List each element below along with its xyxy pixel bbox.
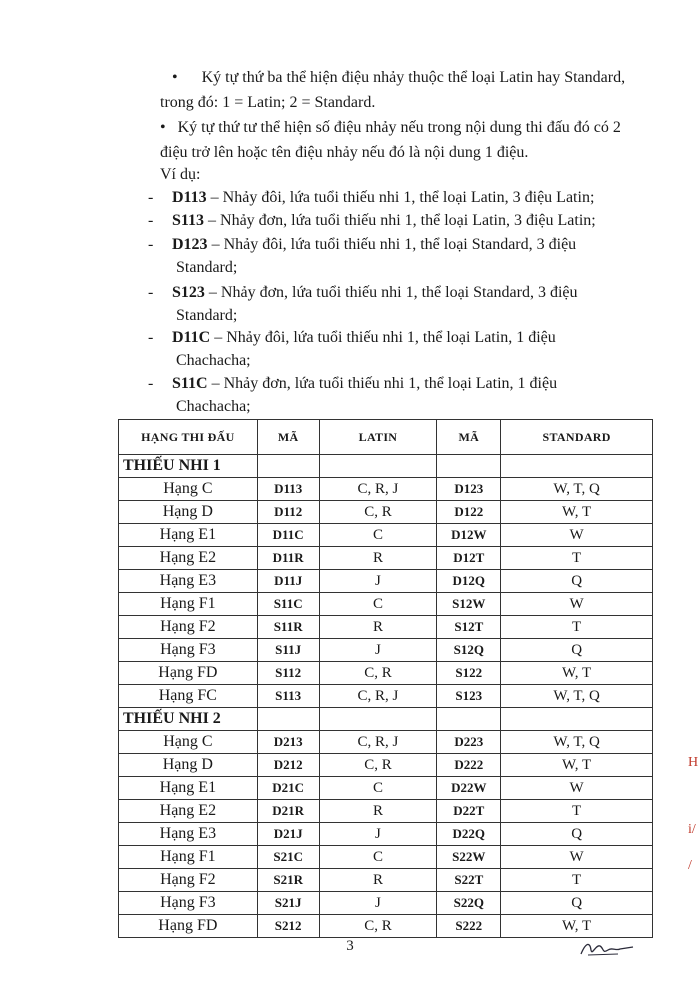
section-title: THIẾU NHI 2 (119, 708, 258, 731)
standard-code-cell: D122 (437, 501, 501, 524)
example-item (148, 372, 658, 418)
table-row (119, 800, 653, 823)
latin-dances-cell: C, R, J (319, 731, 437, 754)
standard-code-cell: D223 (437, 731, 501, 754)
latin-dances-cell: C, R (319, 754, 437, 777)
latin-dances-cell: R (319, 616, 437, 639)
example-text: – Nhảy đôi, lứa tuổi thiếu nhi 1, thể loại Latin, 3 điệu Latin; (206, 189, 595, 206)
rank-cell: Hạng F2 (119, 616, 258, 639)
standard-dances-cell: T (501, 800, 653, 823)
standard-code-cell: D12Q (437, 570, 501, 593)
standard-dances-cell: T (501, 869, 653, 892)
example-continuation: Chachacha; (176, 398, 251, 415)
example-text: – Nhảy đơn, lứa tuổi thiếu nhi 1, thể loại Latin, 3 điệu Latin; (204, 212, 596, 229)
latin-code-cell: S112 (257, 662, 319, 685)
dash-icon: - (148, 284, 154, 301)
latin-dances-cell: C (319, 593, 437, 616)
latin-code-cell: S113 (257, 685, 319, 708)
standard-code-cell: S12Q (437, 639, 501, 662)
standard-code-cell: S22Q (437, 892, 501, 915)
standard-dances-cell: W, T (501, 662, 653, 685)
standard-code-cell: S222 (437, 915, 501, 938)
header-code-standard: MÃ (437, 420, 501, 455)
standard-dances-cell: W, T (501, 754, 653, 777)
dash-icon: - (148, 375, 154, 392)
example-item (148, 281, 658, 327)
table-body (119, 455, 653, 938)
latin-dances-cell: C (319, 524, 437, 547)
standard-code-cell: S12W (437, 593, 501, 616)
header-rank: HẠNG THI ĐẤU (119, 420, 258, 455)
dash-icon: - (148, 189, 154, 206)
bullet-icon: • (160, 119, 166, 136)
standard-code-cell: D22T (437, 800, 501, 823)
latin-code-cell: S11C (257, 593, 319, 616)
standard-dances-cell: T (501, 547, 653, 570)
intro-line-5: Ví dụ: (160, 166, 201, 183)
standard-code-cell: S22W (437, 846, 501, 869)
table-row (119, 846, 653, 869)
latin-code-cell: S11J (257, 639, 319, 662)
rank-cell: Hạng E3 (119, 823, 258, 846)
bullet-icon: • (172, 69, 178, 86)
example-continuation: Standard; (176, 307, 238, 324)
rank-cell: Hạng FD (119, 662, 258, 685)
rank-cell: Hạng E2 (119, 800, 258, 823)
rank-cell: Hạng F3 (119, 639, 258, 662)
table-row (119, 685, 653, 708)
latin-code-cell: D212 (257, 754, 319, 777)
rank-cell: Hạng F1 (119, 593, 258, 616)
empty-cell (437, 455, 501, 478)
signature-image (578, 938, 636, 965)
example-text: – Nhảy đơn, lứa tuổi thiếu nhi 1, thể loại Standard, 3 điệu (204, 284, 578, 301)
standard-dances-cell: T (501, 616, 653, 639)
intro-text-3: Ký tự thứ tư thể hiện số điệu nhảy nếu trong nội dung thi đấu đó có 2 (177, 119, 621, 136)
rank-cell: Hạng D (119, 754, 258, 777)
latin-dances-cell: R (319, 869, 437, 892)
standard-code-cell: D22Q (437, 823, 501, 846)
standard-dances-cell: W, T, Q (501, 731, 653, 754)
table-row (119, 915, 653, 938)
grades-table (118, 419, 653, 938)
standard-dances-cell: Q (501, 570, 653, 593)
latin-dances-cell: C (319, 777, 437, 800)
example-code: S113 (172, 212, 205, 229)
latin-code-cell: D112 (257, 501, 319, 524)
dash-icon: - (148, 236, 154, 253)
rank-cell: Hạng C (119, 478, 258, 501)
latin-dances-cell: J (319, 570, 437, 593)
standard-dances-cell: Q (501, 639, 653, 662)
latin-code-cell: D21C (257, 777, 319, 800)
latin-code-cell: S21R (257, 869, 319, 892)
table-row (119, 754, 653, 777)
table-header-row (119, 420, 653, 455)
empty-cell (437, 708, 501, 731)
table-row (119, 892, 653, 915)
latin-dances-cell: C (319, 846, 437, 869)
edge-mark: i/ (688, 822, 696, 837)
rank-cell: Hạng FD (119, 915, 258, 938)
empty-cell (257, 455, 319, 478)
rank-cell: Hạng E1 (119, 524, 258, 547)
intro-line-3 (160, 118, 621, 138)
standard-code-cell: D22W (437, 777, 501, 800)
rank-cell: Hạng C (119, 731, 258, 754)
standard-code-cell: D12T (437, 547, 501, 570)
example-code: D123 (172, 236, 208, 253)
latin-code-cell: S11R (257, 616, 319, 639)
empty-cell (501, 455, 653, 478)
table-row (119, 524, 653, 547)
empty-cell (501, 708, 653, 731)
table-row (119, 662, 653, 685)
latin-code-cell: S212 (257, 915, 319, 938)
latin-dances-cell: C, R, J (319, 478, 437, 501)
page-number: 3 (346, 938, 354, 954)
example-text: – Nhảy đơn, lứa tuổi thiếu nhi 1, thể loại Latin, 1 điệu (207, 375, 558, 392)
empty-cell (319, 455, 437, 478)
table-row (119, 823, 653, 846)
standard-code-cell: S122 (437, 662, 501, 685)
section-title: THIẾU NHI 1 (119, 455, 258, 478)
standard-code-cell: S22T (437, 869, 501, 892)
standard-dances-cell: W, T (501, 915, 653, 938)
latin-dances-cell: C, R (319, 501, 437, 524)
intro-text-1: Ký tự thứ ba thể hiện điệu nhảy thuộc thể loại Latin hay Standard, (201, 69, 626, 86)
rank-cell: Hạng E3 (119, 570, 258, 593)
table-row (119, 639, 653, 662)
table-row (119, 777, 653, 800)
table-row (119, 869, 653, 892)
standard-code-cell: D123 (437, 478, 501, 501)
example-item (148, 326, 658, 372)
empty-cell (257, 708, 319, 731)
standard-dances-cell: Q (501, 892, 653, 915)
standard-dances-cell: W, T, Q (501, 478, 653, 501)
standard-code-cell: S123 (437, 685, 501, 708)
example-code: D11C (172, 329, 211, 346)
latin-dances-cell: J (319, 892, 437, 915)
example-continuation: Chachacha; (176, 352, 251, 369)
table-row (119, 501, 653, 524)
latin-code-cell: S21C (257, 846, 319, 869)
latin-dances-cell: J (319, 823, 437, 846)
latin-code-cell: D113 (257, 478, 319, 501)
example-code: D113 (172, 189, 207, 206)
rank-cell: Hạng D (119, 501, 258, 524)
edge-mark: H (688, 755, 699, 770)
latin-dances-cell: R (319, 547, 437, 570)
table-row (119, 478, 653, 501)
latin-code-cell: D11J (257, 570, 319, 593)
standard-dances-cell: W, T, Q (501, 685, 653, 708)
empty-cell (319, 708, 437, 731)
intro-line-4: điệu trở lên hoặc tên điệu nhảy nếu đó là nội dung 1 điệu. (160, 144, 529, 161)
latin-dances-cell: C, R (319, 662, 437, 685)
example-continuation: Standard; (176, 259, 238, 276)
example-text: – Nhảy đôi, lứa tuổi thiếu nhi 1, thể loại Standard, 3 điệu (207, 236, 577, 253)
section-row (119, 708, 653, 731)
header-standard: STANDARD (501, 420, 653, 455)
latin-code-cell: D21R (257, 800, 319, 823)
table-row (119, 731, 653, 754)
standard-dances-cell: W (501, 777, 653, 800)
standard-dances-cell: W (501, 524, 653, 547)
rank-cell: Hạng E1 (119, 777, 258, 800)
latin-code-cell: D213 (257, 731, 319, 754)
dash-icon: - (148, 212, 154, 229)
table-row (119, 616, 653, 639)
standard-code-cell: D12W (437, 524, 501, 547)
rank-cell: Hạng F2 (119, 869, 258, 892)
example-text: – Nhảy đôi, lứa tuổi thiếu nhi 1, thể loại Latin, 1 điệu (210, 329, 556, 346)
rank-cell: Hạng E2 (119, 547, 258, 570)
standard-dances-cell: W (501, 846, 653, 869)
standard-code-cell: S12T (437, 616, 501, 639)
edge-mark: / (688, 858, 692, 873)
latin-dances-cell: C, R, J (319, 685, 437, 708)
table-row (119, 593, 653, 616)
latin-dances-cell: C, R (319, 915, 437, 938)
rank-cell: Hạng F3 (119, 892, 258, 915)
rank-cell: Hạng FC (119, 685, 258, 708)
example-code: S11C (172, 375, 208, 392)
header-latin: LATIN (319, 420, 437, 455)
dash-icon: - (148, 329, 154, 346)
example-item (148, 209, 658, 232)
standard-code-cell: D222 (437, 754, 501, 777)
latin-code-cell: D21J (257, 823, 319, 846)
latin-code-cell: D11R (257, 547, 319, 570)
section-row (119, 455, 653, 478)
latin-code-cell: D11C (257, 524, 319, 547)
standard-dances-cell: Q (501, 823, 653, 846)
header-code-latin: MÃ (257, 420, 319, 455)
intro-line-2: trong đó: 1 = Latin; 2 = Standard. (160, 94, 376, 111)
example-item (148, 233, 658, 279)
latin-dances-cell: J (319, 639, 437, 662)
latin-code-cell: S21J (257, 892, 319, 915)
example-code: S123 (172, 284, 205, 301)
intro-line-1 (172, 68, 625, 88)
table-row (119, 570, 653, 593)
table-row (119, 547, 653, 570)
rank-cell: Hạng F1 (119, 846, 258, 869)
standard-dances-cell: W (501, 593, 653, 616)
standard-dances-cell: W, T (501, 501, 653, 524)
example-item (148, 186, 658, 209)
latin-dances-cell: R (319, 800, 437, 823)
